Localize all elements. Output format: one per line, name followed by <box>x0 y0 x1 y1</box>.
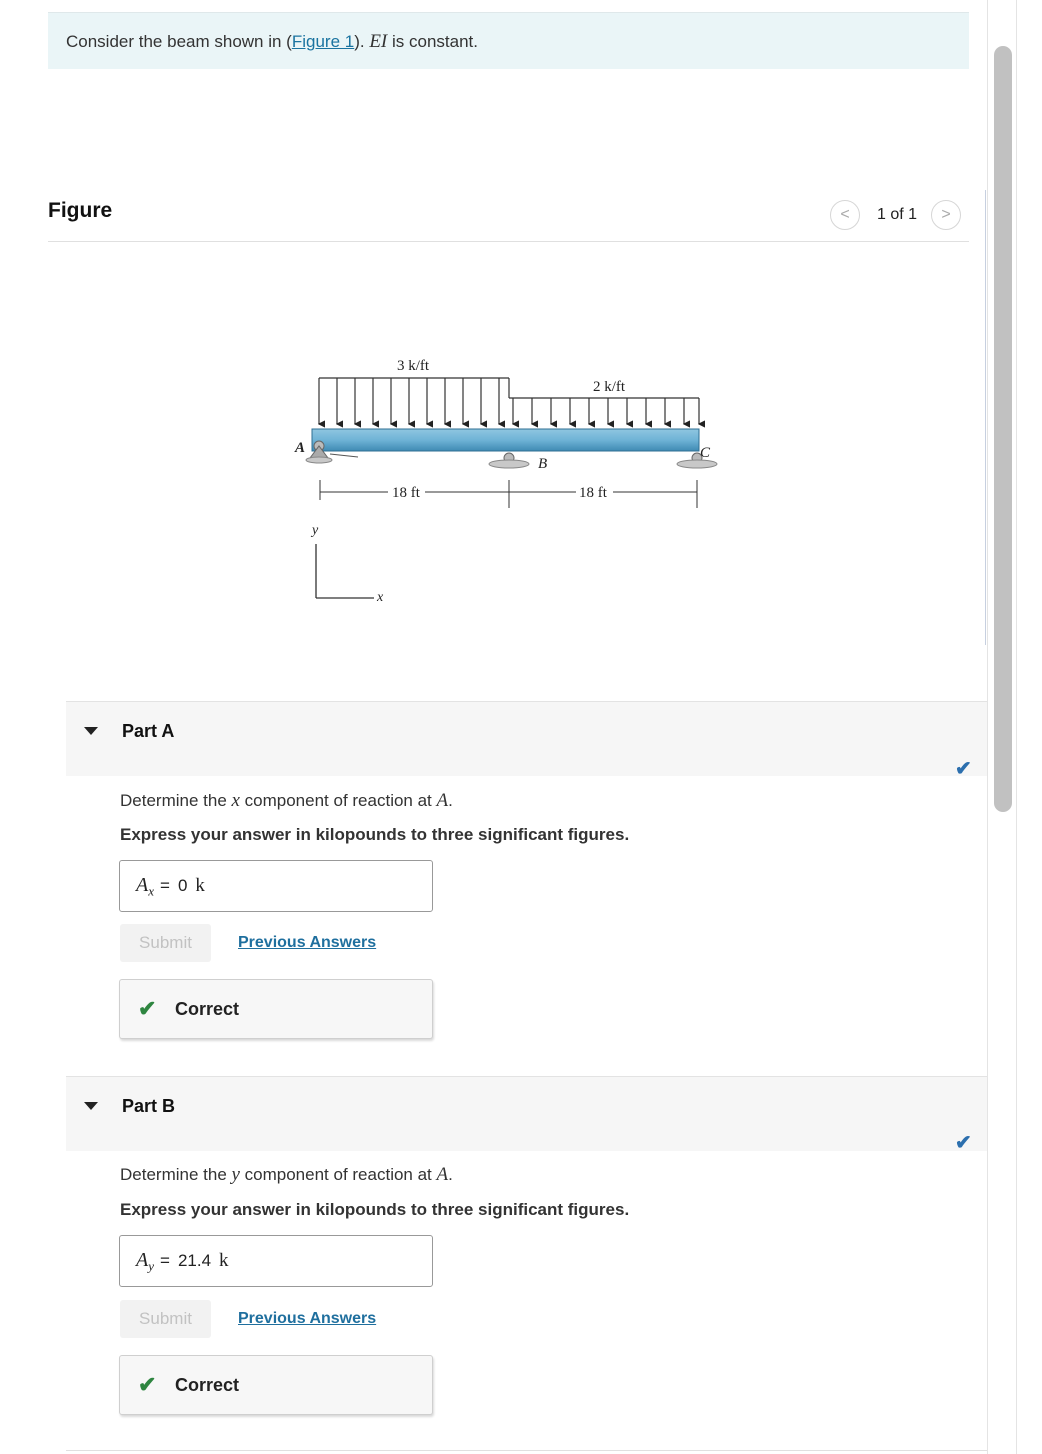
part-b-previous-answers-link[interactable]: Previous Answers <box>238 1310 377 1327</box>
chevron-right-icon: > <box>941 206 951 223</box>
q-var: y <box>231 1164 240 1185</box>
part-b-answer-field[interactable] <box>119 1235 433 1287</box>
intro-mid: ). <box>354 32 370 51</box>
label-b: B <box>538 456 548 472</box>
q-prefix: Determine the <box>120 1165 232 1184</box>
support-b-roller <box>489 453 529 468</box>
part-b-instruction: Express your answer in kilopounds to three significant figures. <box>120 1200 630 1219</box>
q-mid: component of reaction at <box>239 1165 437 1184</box>
part-a-question <box>120 790 453 812</box>
answer-unit: k <box>195 875 205 896</box>
answer-var: A <box>136 874 149 896</box>
part-a-previous-answers-link[interactable]: Previous Answers <box>238 934 377 951</box>
part-b-submit-button[interactable]: Submit <box>120 1300 211 1338</box>
answer-unit: k <box>219 1250 229 1271</box>
q-end: . <box>448 1165 453 1184</box>
part-b-complete-check-icon: ✔ <box>955 1132 972 1154</box>
answer-sub: y <box>148 1258 154 1274</box>
feedback-text: Correct <box>175 1375 240 1395</box>
content-border <box>987 0 988 1454</box>
coordinate-axes <box>316 544 374 598</box>
answer-value: 0 <box>177 876 188 895</box>
beam <box>312 429 699 451</box>
part-b-question <box>120 1164 453 1186</box>
feedback-text: Correct <box>175 999 240 1019</box>
distributed-load-2kft <box>509 398 699 424</box>
q-prefix: Determine the <box>120 791 232 810</box>
part-a-title: Part A <box>122 721 175 741</box>
intro-suffix: is constant. <box>387 32 478 51</box>
scrollbar-border <box>1016 0 1017 1454</box>
collapse-triangle-icon[interactable] <box>84 727 98 735</box>
figure-divider <box>48 241 969 242</box>
next-figure-button[interactable] <box>931 200 961 230</box>
figure-title: Figure <box>48 199 113 222</box>
span-label-2: 18 ft <box>579 485 607 501</box>
part-a-instruction: Express your answer in kilopounds to three significant figures. <box>120 825 630 844</box>
answer-var: A <box>136 1249 149 1271</box>
chevron-left-icon: < <box>840 206 850 223</box>
axis-x-label: x <box>377 590 384 605</box>
axis-y-label: y <box>312 523 319 538</box>
q-var: x <box>231 790 240 811</box>
distributed-load-3kft <box>319 378 509 424</box>
q-point: A <box>436 790 449 811</box>
collapse-triangle-icon[interactable] <box>84 1102 98 1110</box>
bottom-divider <box>66 1450 987 1451</box>
span-label-1: 18 ft <box>392 485 420 501</box>
answer-value: 21.4 <box>177 1251 212 1270</box>
pager-text: 1 of 1 <box>877 206 918 223</box>
correct-check-icon: ✔ <box>138 996 157 1021</box>
dimension-lines <box>320 480 697 508</box>
part-a-answer-field[interactable] <box>119 860 433 912</box>
figure-link[interactable]: Figure 1 <box>291 32 355 51</box>
part-a-header[interactable] <box>66 701 987 776</box>
problem-statement <box>48 12 969 69</box>
part-a-submit-button[interactable]: Submit <box>120 924 211 962</box>
beam-figure <box>280 340 740 615</box>
figure-panel-border <box>985 190 986 645</box>
q-end: . <box>448 791 453 810</box>
answer-eq: = <box>160 1251 170 1270</box>
correct-check-icon: ✔ <box>138 1372 157 1397</box>
answer-sub: x <box>148 883 154 899</box>
support-c-roller <box>677 453 717 468</box>
label-c: C <box>700 445 711 461</box>
load-label-3kft: 3 k/ft <box>397 358 430 374</box>
part-b-header[interactable] <box>66 1076 987 1151</box>
part-a-feedback <box>119 979 433 1039</box>
intro-prefix: Consider the beam shown in ( <box>66 32 292 51</box>
scrollbar-thumb[interactable] <box>994 46 1012 812</box>
prev-figure-button[interactable] <box>830 200 860 230</box>
label-a: A <box>295 440 306 456</box>
ei-symbol: EI <box>369 31 388 52</box>
part-b-feedback <box>119 1355 433 1415</box>
q-mid: component of reaction at <box>239 791 437 810</box>
part-b-title: Part B <box>122 1096 176 1116</box>
part-a-complete-check-icon: ✔ <box>955 758 972 780</box>
q-point: A <box>436 1164 449 1185</box>
answer-eq: = <box>160 876 170 895</box>
figure-pager <box>830 200 961 230</box>
load-label-2kft: 2 k/ft <box>593 379 626 395</box>
